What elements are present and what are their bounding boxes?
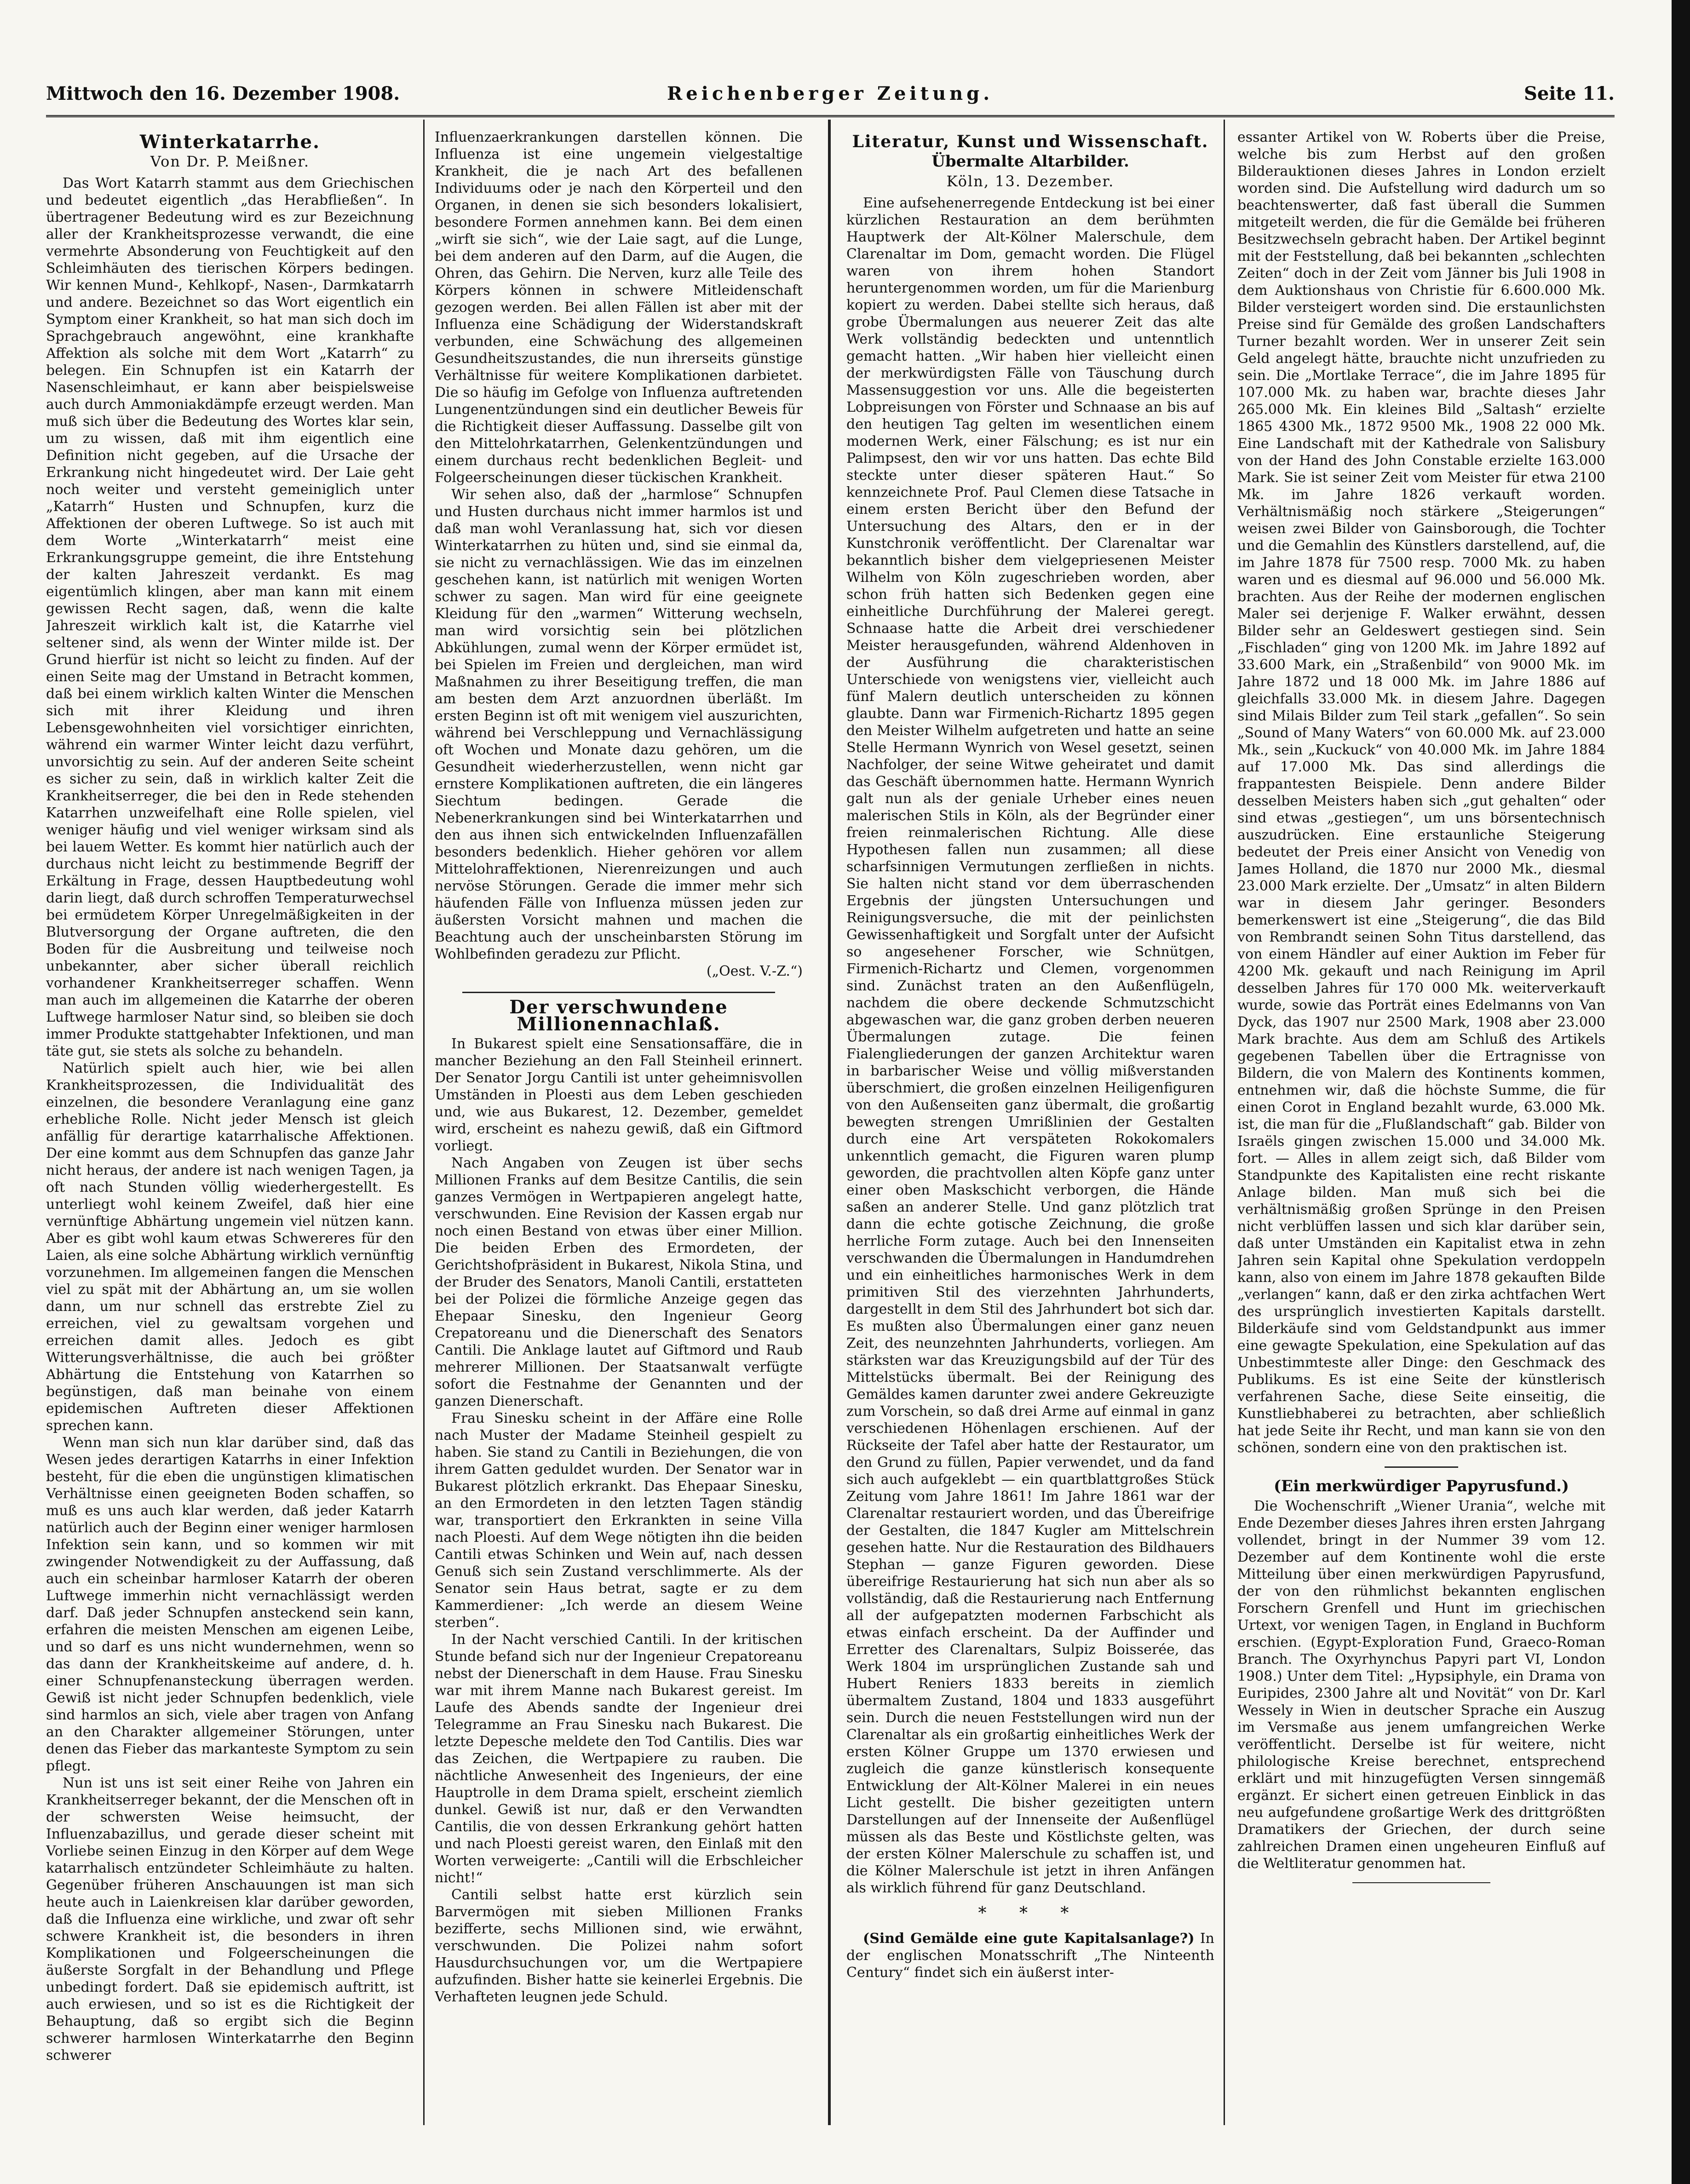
paragraph: Wir sehen also, daß der „harmlose“ Schnupfen und Husten durchaus nicht immer harmlos ist und daß man wohl Veranlassung hat, sich vor diesen Winterkatarrhen zu hüten und, sind sie einmal da, sie nicht zu vernachlässigen. Wie das im einzelnen geschehen kann, ist natürlich mit wenigen Worten schwer zu sagen. Man wird für eine geeignete Kleidung für den „warmen“ Witterung wechseln, man wird vorsichtig sein bei plötzlichen Abkühlungen, zumal wenn der Körper ermüdet ist, bei Spielen im Freien und dergleichen, man wird Maßnahmen zu ihrer Beseitigung treffen, die man am besten dem Arzt anzuordnen überläßt. Im ersten Beginn ist oft mit wenigem viel auszurichten, während bei Verschleppung und Vernachlässigung oft Wochen und Monate dazu gehören, um die Gesundheit wiederherzustellen, wenn nicht gar ernstere Komplikationen auftreten, die ein längeres Siechtum bedingen. Gerade die Nebenerkrankungen sind bei Winterkatarrhen und den aus ihnen sich entwickelnden Influenzafällen besonders bedenklich. Hieher gehören vor allem Mittelohraffektionen, Nierenreizungen und auch nervöse Störungen. Gerade die immer mehr sich häufenden Fälle von Influenza müssen jeden zur äußersten Vorsicht mahnen und machen die Beachtung auch der unscheinbarsten Störung im Wohlbefinden geradezu zur Pflicht. [435,487,803,962]
section-stars: * * * [978,1904,1083,1923]
paragraph: Natürlich spielt auch hier, wie bei allen Krankheitsprozessen, die Individualität des einzelnen, die besondere Veranlagung eine ganz erhebliche Rolle. Nicht jeder Mensch ist gleich anfällig für derartige katarrhalische Affektionen. Der eine kommt aus dem Schnupfen das ganze Jahr nicht heraus, der andere ist nach wenigen Tagen, ja oft nach Stunden völlig wiederhergestellt. Es unterliegt wohl keinem Zweifel, daß hier eine vernünftige Abhärtung ungemein viel nützen kann. Aber es gibt wohl kaum etwas Schwereres für den Laien, als eine solche Abhärtung wirklich vernünftig vorzunehmen. Im allgemeinen fangen die Menschen viel zu spät mit der Abhärtung an, um sie wollen dann, um nur schnell das erstrebte Ziel zu erreichen, viel zu gewaltsam vorgehen und erreichen damit alles. Jedoch es gibt Witterungsverhältnisse, die auch bei größter Abhärtung die Entstehung von Katarrhen so begünstigen, daß man beinahe von einem epidemischen Auftreten dieser Affektionen sprechen kann. [46,1060,414,1434]
paragraph: Das Wort Katarrh stammt aus dem Griechischen und bedeutet eigentlich „das Herabfließen“. In übertragener Bedeutung wird es zur Bezeichnung aller der Krankheitsprozesse verwandt, die eine vermehrte Absonderung von Feuchtigkeit auf den Schleimhäuten des tierischen Körpers bedingen. Wir kennen Mund-, Kehlkopf-, Nasen-, Darmkatarrh und andere. Bezeichnet so das Wort eigentlich ein Symptom einer Krankheit, so hat man sich doch im Sprachgebrauch angewöhnt, eine krankhafte Affektion als solche mit dem Wort „Katarrh“ zu belegen. Ein Schnupfen ist ein Katarrh der Nasenschleimhaut, er kann aber beispielsweise auch durch Ammoniakdämpfe erzeugt werden. Man muß sich über die Bedeutung des Wortes klar sein, um zu wissen, daß mit ihm eigentlich eine Definition nicht gegeben, auf die Ursache der Erkrankung nicht hingedeutet wird. Der Laie geht noch weiter und versteht gemeiniglich unter „Katarrh“ Husten und Schnupfen, kurz die Affektionen der oberen Luftwege. So ist auch mit dem Worte „Winterkatarrh“ meist eine Erkrankungsgruppe gemeint, die ihre Entstehung der kalten Jahreszeit verdankt. Es mag eigentümlich klingen, aber man kann mit einem gewissen Recht sagen, daß, wenn die kalte Jahreszeit wirklich kalt ist, die Katarrhe viel seltener sind, als wenn der Winter milde ist. Der Grund hierfür ist nicht so leicht zu finden. Auf der einen Seite mag der Umstand in Betracht kommen, daß bei einem wirklich kalten Winter die Menschen sich mit ihrer Kleidung und ihren Lebensgewohnheiten viel vorsichtiger einrichten, während ein warmer Winter leicht dazu verführt, unvorsichtig zu sein. Auf der anderen Seite scheint es sicher zu sein, daß in wirklich kalter Zeit die Krankheitserreger, die bei den in Rede stehenden Katarrhen unzweifelhaft eine Rolle spielen, viel weniger häufig und viel weniger wirksam sind als bei lauem Wetter. Es kommt hier natürlich auch der durchaus nicht leicht zu bestimmende Begriff der Erkältung in Frage, dessen Hauptbedeutung wohl darin liegt, daß durch schroffen Temperaturwechsel bei ermüdetem Körper Unregelmäßigkeiten in der Blutversorgung der Organe auftreten, die den Boden für die Ausbreitung und teilweise noch unbekannter, aber sicher überall reichlich vorhandener Krankheitserreger schaffen. Wenn man auch im allgemeinen die Katarrhe der oberen Luftwege harmloser Natur sind, so bleiben sie doch immer Produkte stattgehabter Infektionen, und man täte gut, sie stets als solche zu behandeln. [46,175,414,1059]
paragraph: Influenzaerkrankungen darstellen können. Die Influenza ist eine ungemein vielgestaltige Krankheit, die je nach Art des befallenen Individuums oder je nach den Körperteil und den Organen, in denen sie sich besonders lokalisiert, besondere Formen annehmen kann. Bei dem einen „wirft sie sich“, wie der Laie sagt, auf die Lunge, bei dem anderen auf den Darm, auf die Augen, die Ohren, das Gehirn. Die Nerven, kurz alle Teile des Körpers können in schwere Mitleidenschaft gezogen werden. Bei allen Fällen ist aber mit der Influenza eine Schädigung der Widerstandskraft verbunden, eine Schwächung des allgemeinen Gesundheitszustandes, die nun ihrerseits günstige Verhältnisse für weitere Komplikationen darbietet. Die so häufig im Gefolge von Influenza auftretenden Lungenentzündungen sind ein deutlicher Beweis für die Richtigkeit dieser Auffassung. Dasselbe gilt von den Mittelohrkatarrhen, Gelenkentzündungen und einem durchaus recht bedenklichen Begleit- und Folgeerscheinungen dieser tückischen Krankheit. [435,129,803,486]
column-1 [46,129,414,2125]
article-title: Der verschwundene Millionennachlaß. [509,996,728,1035]
column-3 [846,129,1214,2125]
paragraph: Nun ist uns ist seit einer Reihe von Jahren ein Krankheitserreger bekannt, der die Menschen oft in der schwersten Weise heimsucht, der Influenzabazillus, und gerade dieser scheint mit Vorliebe seinen Einzug in den Körper auf dem Wege katarrhalisch entzündeter Schleimhäute zu halten. Gegenüber früheren Anschauungen ist man sich heute auch in Laienkreisen klar darüber geworden, daß die Influenza eine wirkliche, und zwar oft sehr schwere Krankheit ist, die besonders in ihren Komplikationen und Folgeerscheinungen die äußerste Sorgfalt in der Behandlung und Pflege unbedingt fordert. Daß sie epidemisch auftritt, ist auch erwiesen, und so ist es die Richtigkeit der Behauptung, daß so ergibt sich die Beginn schwerer harmlosen Winterkatarrhe den Beginn schwerer [46,1775,414,2063]
page-header [46,83,1615,110]
paragraph: Nach Angaben von Zeugen ist über sechs Millionen Franks auf dem Besitze Cantilis, die sein ganzes Vermögen in Wertpapieren angelegt hatte, verschwunden. Eine Revision der Kassen ergab nur noch einen Bestand von etwas über einer Million. Die beiden Erben des Ermordeten, der Gerichtshofpräsident in Bukarest, Nikola Stina, und der Bruder des Senators, Manoli Cantili, erstatteten bei der Polizei die förmliche Anzeige gegen das Ehepaar Sinesku, den Ingenieur Georg Crepatoreanu und die Dienerschaft des Senators Cantili. Die Anklage lautet auf Giftmord und Raub mehrerer Millionen. Der Staatsanwalt verfügte sofort die Festnahme der Genannten und der ganzen Dienerschaft. [435,1155,803,1409]
paragraph: Cantili selbst hatte erst kürzlich sein Barvermögen mit sieben Millionen Franks bezifferte, sechs Millionen sind, wie erwähnt, verschwunden. Die Polizei nahm sofort Hausdurchsuchungen vor, um die Wertpapiere aufzufinden. Bisher hatte sie keinerlei Ergebnis. Die Verhafteten leugnen jede Schuld. [435,1887,803,2005]
article-byline: Von Dr. P. Meißner. [150,153,310,170]
column-divider [423,120,425,2125]
article-title: Übermalte Altarbilder. [931,152,1129,171]
header-rule [46,115,1615,117]
page-number: Seite 11. [1524,83,1615,104]
newspaper-name: Reichenberger Zeitung. [667,83,994,104]
scan-border [1672,0,1690,2184]
column-2 [435,129,803,2125]
article-separator [462,992,775,993]
paragraph-with-title [846,1930,1214,1981]
column-divider [828,120,831,2125]
paragraph: Wenn man sich nun klar darüber sind, daß das Wesen jedes derartigen Katarrhs in einer Infektion besteht, für die eben die ungünstigen klimatischen Verhältnisse einen geeigneten Boden schaffen, so muß es uns auch klar werden, daß jeder Katarrh natürlich auch der Beginn einer weniger harmlosen Infektion sein kann, und so kommen wir mit zwingender Notwendigkeit zu der Auffassung, daß auch ein scheinbar harmloser Katarrh der oberen Luftwege immerhin nicht vernachlässigt werden darf. Daß jeder Schnupfen ansteckend sein kann, erfahren die meisten Menschen am eigenen Leibe, und so darf es uns nicht wundernehmen, wenn so das dann der Krankheitskeime auf andere, d. h. einer Schnupfenansteckung überragen werden. Gewiß ist nicht jeder Schnupfen bedenklich, viele sind harmlos an sich, viele aber tragen von Anfang an den Charakter allgemeiner Störungen, unter denen das Fieber das markanteste Symptom zu sein pflegt. [46,1435,414,1774]
article-separator [1385,1466,1458,1468]
column-4 [1237,129,1605,2125]
paragraph: Die Wochenschrift „Wiener Urania“, welche mit Ende Dezember dieses Jahres ihren ersten Jahrgang vollendet, bringt in der Nummer 39 vom 12. Dezember auf dem Kontinente wohl die erste Mitteilung über einen merkwürdigen Papyrusfund, der von den rühmlichst bekannten englischen Forschern Grenfell und Hunt im griechischen Urtext, vor wenigen Tagen, in England in Buchform erschien. (Egypt-Exploration Fund, Graeco-Roman Branch. The Oxyrhynchus Papyri part VI, London 1908.) Unter dem Titel: „Hypsiphyle, ein Drama von Euripides, 2300 Jahre alt und Novität“ von Dr. Karl Wessely in Wien in deutscher Sprache ein Auszug im Versmaße aus jenem umfangreichen Werke veröffentlicht. Derselbe ist für weitere, nicht philologische Kreise berechnet, entsprechend erklärt und mit hinzugefügten Versen sinngemäß ergänzt. Er sichert einen getreuen Einblick in das neu aufgefundene großartige Werk des drittgrößten Dramatikers der Griechen, der durch seine zahlreichen Dramen einen ungeheuren Einfluß auf die Weltliteratur genommen hat. [1237,1498,1605,1872]
article-title: (Sind Gemälde eine gute Kapitalsanlage?) [863,1931,1195,1947]
article-end-rule [1352,1882,1490,1883]
paragraph: Eine aufsehenerregende Entdeckung ist bei einer kürzlichen Restauration an dem berühmten Hauptwerk der Alt-Kölner Malerschule, dem Clarenaltar im Dom, gemacht worden. Die Flügel waren von ihrem hohen Standort heruntergenommen worden, um für die Marienburg kopiert zu werden. Dabei stellte sich heraus, daß grobe Übermalungen aus neuerer Zeit das alte Werk vollständig bedeckten und untenntlich gemacht hatten. „Wir haben hier vielleicht einen der merkwürdigsten Fälle von Täuschung durch Massensuggestion vor uns. Alle die begeisterten Lobpreisungen von Förster und Schnaase an bis auf den heutigen Tag gelten im wesentlichen einem modernen Werk, einer Fälschung; es ist nur ein Palimpsest, den wir vor uns hatten. Das echte Bild steckte unter dieser späteren Haut.“ So kennzeichnete Prof. Paul Clemen diese Tatsache in einem ersten Bericht über den Befund der Untersuchung des Altars, den er in der Kunstchronik veröffentlicht. Der Clarenaltar war bekanntlich bisher dem vielgepriesenen Meister Wilhelm von Köln zugeschrieben worden, aber schon früh hatten sich Bedenken gegen eine einheitliche Durchführung der Malerei geregt. Schnaase hatte die Arbeit drei verschiedener Meister herausgefunden, während Aldenhoven in der Ausführung die charakteristischen Unterschiede von wenigstens vier, vielleicht auch fünf Malern deutlich unterscheiden zu können glaubte. Dann war Firmenich-Richartz 1895 gegen den Meister Wilhelm aufgetreten und hatte an seine Stelle Hermann Wynrich von Wesel gesetzt, seinen Nachfolger, der seine Witwe geheiratet und damit das Geschäft übernommen hatte. Hermann Wynrich galt nun als der geniale Urheber eines neuen malerischen Stils in Köln, als der Begründer einer freien reinmalerischen Richtung. Alle diese Hypothesen fallen nun zusammen; all diese scharfsinnigen Vermutungen zerfließen in nichts. Sie halten nicht stand vor dem überraschenden Ergebnis der jüngsten Untersuchungen und Reinigungsversuche, die mit der peinlichsten Gewissenhaftigkeit und Sorgfalt unter der Aufsicht so angesehener Forscher, wie Schnütgen, Firmenich-Richartz und Clemen, vorgenommen sind. Zunächst traten an den Außenflügeln, nachdem die obere deckende Schmutzschicht abgewaschen war, die ganz groben derben neueren Übermalungen zutage. Die feinen Fialengliederungen der ganzen Architektur waren in barbarischer Weise und völlig mißverstanden überschmiert, die großen einzelnen Heiligenfiguren von den Außenseiten ganz übermalt, die großartig bewegten strengen Umrißlinien der Gestalten durch eine Art verspäteten Rokokomalers unkenntlich gemacht, die Figuren waren plump geworden, die prachtvollen alten Köpfe ganz unter einer oben Maskschicht verborgen, die Hände saßen an anderer Stelle. Und ganz plötzlich trat dann die echte gotische Zeichnung, die große herrliche Form zutage. Auch bei den Innenseiten verschwanden die Übermalungen in Handumdrehen und ein einheitliches harmonisches Werk in dem primitiven Stil des vierzehnten Jahrhunderts, dargestellt in dem Stil des Jahrhundert bot sich dar. Es mußten also Übermalungen einer ganz neuen Zeit, des neunzehnten Jahrhunderts, vorliegen. Am stärksten war das Kreuzigungsbild auf der Tür des Mittelstücks übermalt. Bei der Reinigung des Gemäldes kamen darunter zwei andere Gekreuzigte zum Vorschein, so daß drei Arme auf einmal in ganz verschiedenen Höhenlagen erschienen. Auf der Rückseite der Tafel aber hatte der Restaurator, um den Grund zu füllen, Papier verwendet, und da fand sich auch aufgeklebt — ein quartblattgroßes Stück Zeitung vom Jahre 1861! Im Jahre 1861 war der Clarenaltar restauriert worden, und das Übereifrige der Gestalten, die 1847 Kugler am Mittelschrein gesehen hatte. Nur die Restauration des Bildhauers Stephan — ganze Figuren geworden. Diese übereifrige Restaurierung hat sich nun aber als so vollständig, daß die Restaurierung nach Entfernung all der aufgepatzten modernen Farbschicht als etwas einfach erscheint. Da der Auffinder und Erretter des Clarenaltars, Sulpiz Boisserée, das Werk 1804 im ursprünglichen Zustande sah und Hubert Reniers 1833 bereits in ziemlich übermaltem Zustand, 1804 und 1833 ausgeführt sein. Durch die neuen Feststellungen wird nun der Clarenaltar als ein großartig einheitliches Werk der ersten Kölner Gruppe um 1370 erwiesen und zugleich die ganze künstlerisch konsequente Entwicklung der Alt-Kölner Malerei in ein neues Licht gestellt. Die bisher gezeitigten untern Darstellungen auf der Innenseite der Außenflügel müssen als das Beste und Köstlichste gelten, was der ersten Kölner Malerschule zu schaffen ist, und die Kölner Malerschule ist jetzt in ihren Anfängen als wirklich führend für ganz Deutschland. [846,195,1214,1896]
paragraph: In Bukarest spielt eine Sensationsaffäre, die in mancher Beziehung an den Fall Steinheil erinnert. Der Senator Jorgu Cantili ist unter geheimnisvollen Umständen in Ploesti aus dem Leben geschieden und, wie aus Bukarest, 12. Dezember, gemeldet wird, erscheint es nahezu gewiß, daß ein Giftmord vorliegt. [435,1036,803,1154]
article-dateline: Köln, 13. Dezember. [946,172,1115,190]
article-title: (Ein merkwürdiger Papyrusfund.) [1273,1477,1569,1495]
column-divider [1224,120,1225,2125]
article-title: Winterkatarrhe. [139,131,321,153]
article-source: („Oest. V.-Z.“) [706,963,803,979]
issue-date: Mittwoch den 16. Dezember 1908. [46,83,400,104]
paragraph: In der Nacht verschied Cantili. In der kritischen Stunde befand sich nur der Ingenieur Crepatoreanu nebst der Dienerschaft in dem Hause. Frau Sinesku war mit ihrem Manne nach Bukarest gereist. Im Laufe des Abends sandte der Ingenieur drei Telegramme an Frau Sinesku nach Bukarest. Die letzte Depesche meldete den Tod Cantilis. Dies war das Zeichen, die Wertpapiere zu rauben. Die nächtliche Anwesenheit des Ingenieurs, der eine Hauptrolle in dem Drama spielt, erscheint ziemlich dunkel. Gewiß ist nur, daß er den Verwandten Cantilis, die von dessen Erkrankung gehört hatten und nach Ploesti gereist waren, den Einlaß mit den Worten verweigerte: „Cantili will die Erbschleicher nicht!“ [435,1632,803,1886]
paragraph: essanter Artikel von W. Roberts über die Preise, welche bis zum Herbst auf den großen Bilderauktionen dieses Jahres in London erzielt worden sind. Die Aufstellung wird dadurch um so beachtenswerter, daß fast überall die Summen mitgeteilt werden, die für die Gemälde bei früheren Besitzwechseln gebracht haben. Der Artikel beginnt mit der Feststellung, daß bei bekannten „schlechten Zeiten“ doch in der Zeit vom Jänner bis Juli 1908 in dem Auktionshaus von Christie für 6.600.000 Mk. Bilder versteigert worden sind. Die erstaunlichsten Preise sind für Gemälde des großen Landschafters Turner bezahlt worden. Wer in unserer Zeit sein Geld angelegt hätte, brauchte nicht unzufrieden zu sein. Die „Mortlake Terrace“, die im Jahre 1895 für 107.000 Mk. zu haben war, brachte dieses Jahr 265.000 Mk. Ein kleines Bild „Saltash“ erzielte 1865 4300 Mk., 1872 9500 Mk., 1908 22 000 Mk. Eine Landschaft mit der Kathedrale von Salisbury von der Hand des John Constable erzielte 163.000 Mark. Sie ist seiner Zeit vom Meister für etwa 2100 Mk. im Jahre 1826 verkauft worden. Verhältnismäßig noch stärkere „Steigerungen“ weisen zwei Bilder von Gainsborough, die Tochter und die Gemahlin des Künstlers darstellend, auf, die im Jahre 1878 für 7500 resp. 7000 Mk. zu haben waren und es diesmal auf 96.000 und 56.000 Mk. brachten. Aus der Reihe der modernen englischen Maler sei derjenige F. Walker erwähnt, dessen Bilder sehr an Geldeswert gestiegen sind. Sein „Fischladen“ ging von 1200 Mk. im Jahre 1892 auf 33.600 Mark, ein „Straßenbild“ von 9000 Mk. im Jahre 1872 und 18 000 Mk. im Jahre 1886 auf gleichfalls 33.000 Mk. in diesem Jahre. Dagegen sind Milais Bilder zum Teil stark „gefallen“. So sein „Sound of Many Waters“ von 60.000 Mk. auf 23.000 Mk., sein „Kuckuck“ von 40.000 Mk. im Jahre 1884 auf 17.000 Mk. Das sind allerdings die frappantesten Beispiele. Denn andere Bilder desselben Meisters haben sich „gut gehalten“ oder sind etwas „gestiegen“, um uns börsentechnisch auszudrücken. Eine erstaunliche Steigerung bedeutet der Preis einer Ansicht von Venedig von James Holland, die 1870 nur 2000 Mk., diesmal 23.000 Mark erzielte. Der „Umsatz“ in alten Bildern war in diesem Jahr geringer. Besonders bemerkenswert ist eine „Steigerung“, die das Bild von Rembrandt seinen Sohn Titus darstellend, das von einem Händler auf einer Auktion im Feber für 4200 Mk. gekauft und nach Reinigung im April desselben Jahres für 170 000 Mk. weiterverkauft wurde, sowie das Porträt eines Edelmanns von Van Dyck, das 1907 nur 2500 Mark, 1908 aber 23.000 Mark brachte. Aus dem am Schluß des Artikels gegebenen Tabellen über die Ertragnisse von Bildern, die von Malern des Kontinents kommen, entnehmen wir, daß die höchste Summe, die für einen Corot in England bezahlt wurde, 63.000 Mk. ist, die man für die „Flußlandschaft“ gab. Bilder von Israëls gingen zwischen 15.000 und 34.000 Mk. fort. — Alles in allem zeigt sich, daß Bilder vom Standpunkte des Kapitalisten eine recht riskante Anlage bilden. Man muß sich bei die verhältnismäßig großen Sprünge in den Preisen nicht verblüffen lassen und sich klar darüber sein, daß unter Umständen ein Kapitalist etwa in zehn Jahren sein Kapital ohne Spekulation verdoppeln kann, also von einem im Jahre 1878 gekauften Bilde „verlangen“ kann, daß er den zirka achtfachen Wert des ursprünglich investierten Kapitals darstellt. Bilderkäufe sind vom Geldstandpunkt aus immer eine gewagte Spekulation, eine Spekulation auf das Unbestimmteste aller Dinge: den Geschmack des Publikums. Es ist eine Seite der künstlerisch verfahrenen Sache, diese Seite einseitig, die Kunstliebhaberei zu betrachten, aber schließlich hat jede Seite ihr Recht, und man kann sie von den schönen, sondern eine von den praktischen ist. [1237,129,1605,1456]
paragraph: In der englischen Monatsschrift „The Ninteenth Century“ findet sich ein äußerst inter- [846,1931,1214,1981]
section-title: Literatur, Kunst und Wissenschaft. [852,132,1209,151]
paragraph: Frau Sinesku scheint in der Affäre eine Rolle nach Muster der Madame Steinheil gespielt zu haben. Sie stand zu Cantili in Beziehungen, die von ihrem Gatten geduldet wurden. Der Senator war in Bukarest plötzlich erkrankt. Das Ehepaar Sinesku, an den Ermordeten in den letzten Tagen ständig war, transportiert den Erkrankten in seine Villa nach Ploesti. Auf dem Wege nötigten ihn die beiden Cantili etwas Schinken und Wein auf, nach dessen Genuß sich sein Zustand verschlimmerte. Als der Senator sein Haus betrat, sagte er zu dem Kammerdiener: „Ich werde an diesem Weine sterben“. [435,1410,803,1631]
